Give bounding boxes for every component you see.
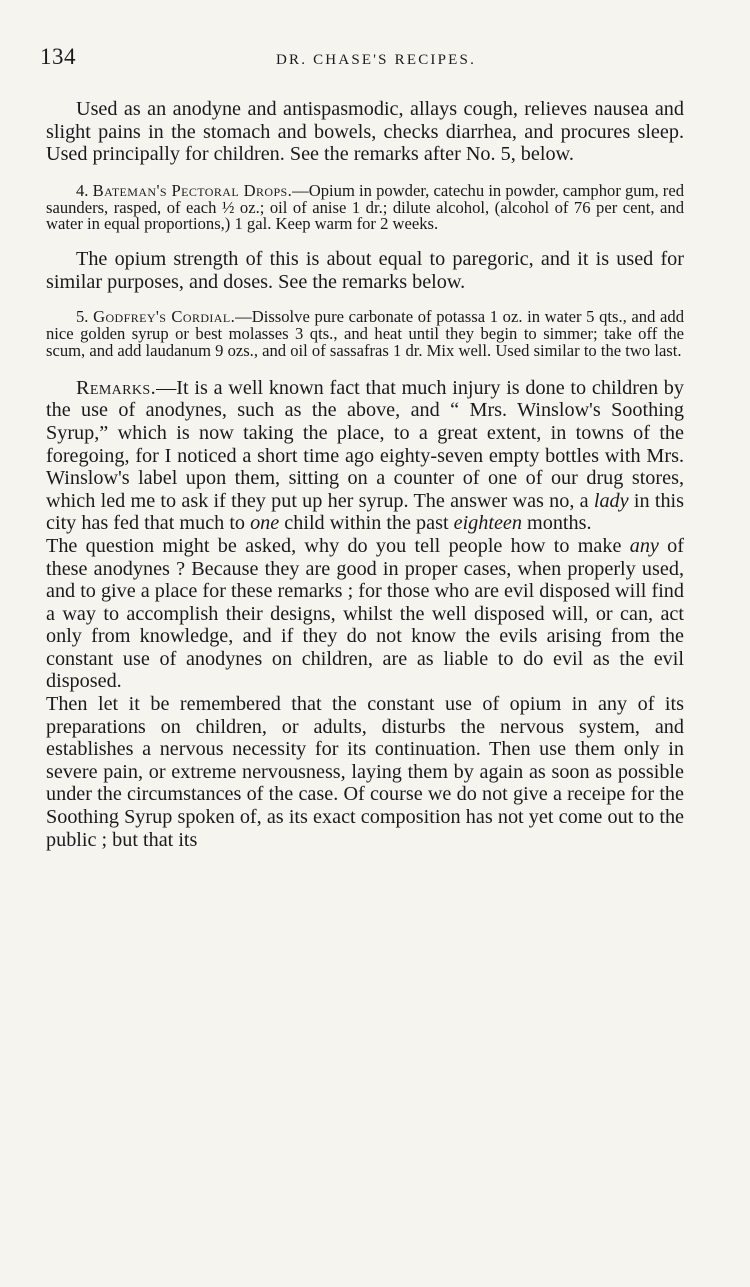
- remarks-text-1: —It is a well known fact that much injury is done to children by the use of anodynes, such as the above, and “ Mrs. Winslow's Soothing Syrup,” which is now taking the place, to a great extent, in towns of the foregoing, for I noticed a short time ago eighty-seven empty bottles with Mrs. Winslow's label upon them, sitting on a counter of one of our drug stores, which led me to ask if they put up her syrup. The answer was no, a: [46, 376, 684, 512]
- opium-note-paragraph: The opium strength of this is about equal to paregoric, and it is used for similar purposes, and doses. See the remarks below.: [46, 248, 684, 293]
- question-italic-any: any: [629, 534, 659, 557]
- remarks-italic-one: one: [250, 512, 280, 535]
- recipe-4-paragraph: [46, 180, 684, 234]
- running-title: DR. CHASE'S RECIPES.: [275, 52, 477, 68]
- recipe-5-title: Godfrey's Cordial.: [93, 307, 236, 327]
- remarks-title: Remarks.: [76, 376, 157, 399]
- page-header: [40, 44, 712, 76]
- remarks-paragraph: [46, 377, 684, 535]
- recipe-5-body: —Dissolve pure carbonate of potassa 1 oz. in water 5 qts., and add nice golden syrup or best molasses 3 qts., and heat until they begin to simmer; take off the scum, and add laudanum 9 ozs., and oil of sassafras 1 dr. Mix well. Used similar to the two last.: [46, 307, 684, 360]
- remarks-italic-eighteen: eighteen: [453, 512, 522, 535]
- question-text-2: of these anodynes ? Because they are good in proper cases, when properly used, and to give a place for these remarks ; for those who are evil disposed will find a way to accomplish their designs, whilst the well disposed will, or can, act only from knowledge, and if they do not know the evils arising from the constant use of anodynes on children, are as liable to do evil as the evil disposed.: [46, 534, 684, 693]
- page-number: 134: [40, 44, 76, 69]
- intro-paragraph: Used as an anodyne and antispasmodic, allays cough, relieves nausea and slight pains in the stomach and bowels, checks diarrhea, and procures sleep. Used principally for children. See the remarks after No. 5, below.: [46, 98, 684, 166]
- remarks-text-4: months.: [522, 512, 592, 535]
- recipe-4-title: Bateman's Pectoral Drops.: [92, 180, 293, 200]
- remarks-text-2: in this city has fed that much to: [46, 489, 685, 535]
- remarks-italic-lady: lady: [593, 489, 629, 512]
- recipe-5-number: 5.: [76, 307, 89, 327]
- recipe-4-number: 4.: [76, 180, 89, 200]
- question-text-1: The question might be asked, why do you tell people how to make: [46, 534, 630, 557]
- question-paragraph: [46, 535, 684, 693]
- remarks-text-3: child within the past: [279, 512, 454, 535]
- recipe-4-body: —Opium in powder, catechu in powder, camphor gum, red saunders, rasped, of each ½ oz.; oil of anise 1 dr.; dilute alcohol, (alcohol of 76 per cent, and water in equal proportions,) 1 gal. Keep warm for 2 weeks.: [46, 180, 684, 234]
- then-text: Then let it be remembered that the constant use of opium in any of its preparations on children, or adults, disturbs the nervous system, and establishes a nervous necessity for its continuation. Then use them only in severe pain, or extreme nervousness, laying them by again as soon as possible under the circumstances of the case. Of course we do not give a receipe for the Soothing Syrup spoken of, as its exact composition has not yet come out to the public ; but that its: [46, 693, 684, 851]
- recipe-5-paragraph: [46, 309, 684, 359]
- page-body: [46, 98, 684, 851]
- then-paragraph: [46, 693, 684, 851]
